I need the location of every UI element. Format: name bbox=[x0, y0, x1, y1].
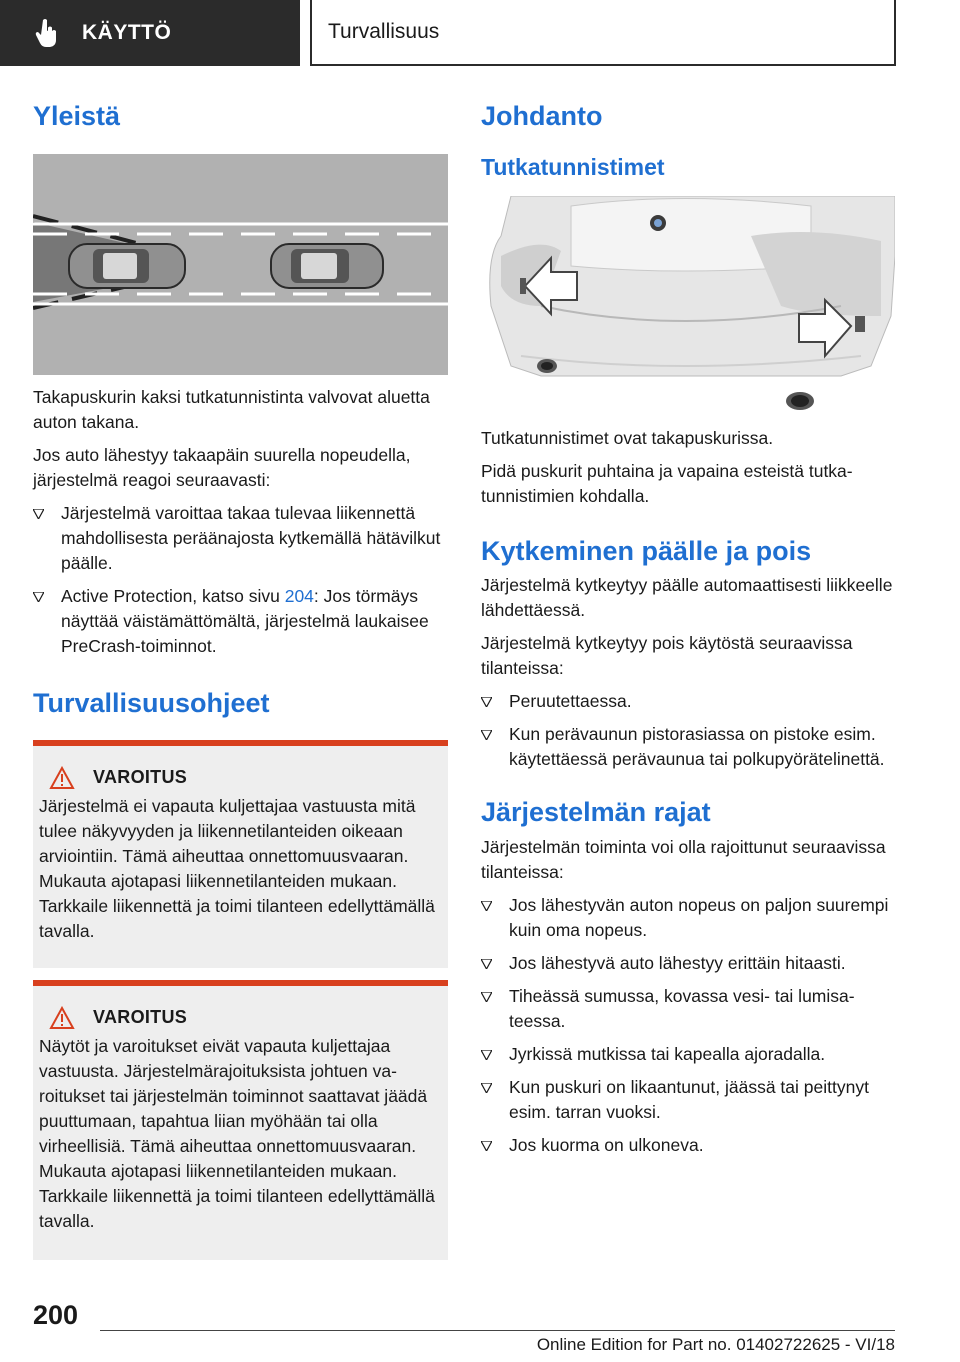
left-column bbox=[33, 100, 448, 1260]
bullet-triangle-icon bbox=[481, 901, 492, 911]
warning-title: VAROITUS bbox=[93, 1007, 188, 1028]
bullet-triangle-icon bbox=[481, 992, 492, 1002]
list-item: Jos kuorma on ulkoneva. bbox=[481, 1133, 895, 1158]
rear-bumper-illustration bbox=[481, 196, 895, 412]
section-title-box bbox=[310, 0, 896, 66]
page-link[interactable]: 204 bbox=[284, 586, 314, 607]
warning-text: Näytöt ja varoitukset eivät vapauta kuljettajaa vastuusta. Järjestelmärajoituksista johtuen varoitukset tai järjestelmän toiminnot saattavat jäädä puuttumaan, tapahtua liian myöhään tai olla virheellisiä. Tämä aiheuttaa onnettomuusvaaran. Mukauta ajotapasi liikennetilanteiden mukaan. Tarkkaile liikennettä ja toimi tilanteen edellyttämällä tavalla. bbox=[39, 1035, 435, 1231]
paragraph-switch-on: Järjestelmä kytkeytyy päälle automaattisesti liikkeelle lähdettäessä. bbox=[481, 575, 893, 621]
list-item: Järjestelmä varoittaa takaa tulevaa liikennettä mahdollisesta peräänajosta kytkemällä hätävilkut päälle. bbox=[33, 501, 448, 576]
warning-triangle-icon bbox=[49, 766, 75, 790]
bullet-triangle-icon bbox=[33, 509, 44, 519]
chapter-tab[interactable] bbox=[0, 0, 300, 66]
list-item: Jyrkissä mutkissa tai kapealla ajoradalla. bbox=[481, 1042, 895, 1067]
radar-zone-illustration bbox=[33, 154, 448, 375]
bullet-triangle-icon bbox=[481, 1141, 492, 1151]
heading-limits: Järjestelmän rajat bbox=[481, 797, 711, 828]
warning-triangle-icon bbox=[49, 1006, 75, 1030]
heading-general: Yleistä bbox=[33, 101, 121, 131]
bullet-triangle-icon bbox=[33, 592, 44, 602]
hand-pointer-icon bbox=[34, 18, 60, 48]
warning-title: VAROITUS bbox=[93, 767, 188, 788]
right-column bbox=[481, 100, 895, 1158]
warning-box bbox=[33, 740, 448, 968]
section-title: Turvallisuus bbox=[328, 20, 440, 43]
bullet-triangle-icon bbox=[481, 959, 492, 969]
bullet-triangle-icon bbox=[481, 1050, 492, 1060]
bullet-triangle-icon bbox=[481, 697, 492, 707]
rear-car bbox=[69, 244, 185, 288]
footer-divider bbox=[100, 1330, 895, 1331]
warning-box bbox=[33, 980, 448, 1260]
subheading-sensors: Tutkatunnistimet bbox=[481, 154, 665, 181]
heading-intro: Johdanto bbox=[481, 101, 603, 131]
edition-info: Online Edition for Part no. 01402722625 - VI/18 bbox=[536, 1335, 895, 1354]
chapter-title: KÄYTTÖ bbox=[82, 21, 172, 44]
bullet-triangle-icon bbox=[481, 1083, 492, 1093]
paragraph-sensors-overview: Takapuskurin kaksi tutkatunnistinta valvovat aluetta auton takana. bbox=[33, 387, 430, 433]
list-item: Peruutettaessa. bbox=[481, 689, 895, 714]
paragraph-sensor-location: Tutkatunnistimet ovat takapuskurissa. bbox=[481, 427, 774, 448]
list-item: Active Protection, katso sivu 204: Jos törmäys näyttää väistämättömältä, järjestelmä laukaisee PreCrash-toiminnot. bbox=[33, 584, 448, 659]
list-item: Jos lähestyvä auto lähestyy erittäin hitaasti. bbox=[481, 951, 895, 976]
paragraph-switch-off: Järjestelmä kytkeytyy pois käytöstä seuraavissa tilanteissa: bbox=[481, 633, 853, 679]
list-item: Kun perävaunun pistorasiassa on pistoke esim. käytettäessä perävaunua tai polkupyörätelinettä. bbox=[481, 722, 895, 772]
paragraph-limits: Järjestelmän toiminta voi olla rajoittunut seuraavissa tilanteissa: bbox=[481, 836, 886, 882]
warning-text: Järjestelmä ei vapauta kuljettajaa vastuusta mitä tulee näkyvyyden ja liikennetilanteiden oikeaan arviointiin. Tämä aiheuttaa onnettomuusvaaran. Mukauta ajotapasi liikennetilanteiden mukaan. Tarkkaile liikennettä ja toimi tilanteen edellyttämällä tavalla. bbox=[39, 795, 435, 941]
front-car bbox=[271, 244, 383, 288]
paragraph-sensor-cleaning: Pidä puskurit puhtaina ja vapaina esteistä tutkatunnistimien kohdalla. bbox=[481, 460, 853, 506]
heading-switch: Kytkeminen päälle ja pois bbox=[481, 535, 812, 566]
heading-safety: Turvallisuusohjeet bbox=[33, 688, 270, 719]
bullet-triangle-icon bbox=[481, 730, 492, 740]
list-item: Jos lähestyvän auton nopeus on paljon suurempi kuin oma nopeus. bbox=[481, 893, 895, 943]
page-number: 200 bbox=[33, 1300, 79, 1330]
list-item: Kun puskuri on likaantunut, jäässä tai peittynyt esim. tarran vuoksi. bbox=[481, 1075, 895, 1125]
paragraph-approach: Jos auto lähestyy takaapäin suurella nopeudella, järjestelmä reagoi seuraavasti: bbox=[33, 445, 411, 491]
list-item: Tiheässä sumussa, kovassa vesi- tai lumisateessa. bbox=[481, 984, 895, 1034]
